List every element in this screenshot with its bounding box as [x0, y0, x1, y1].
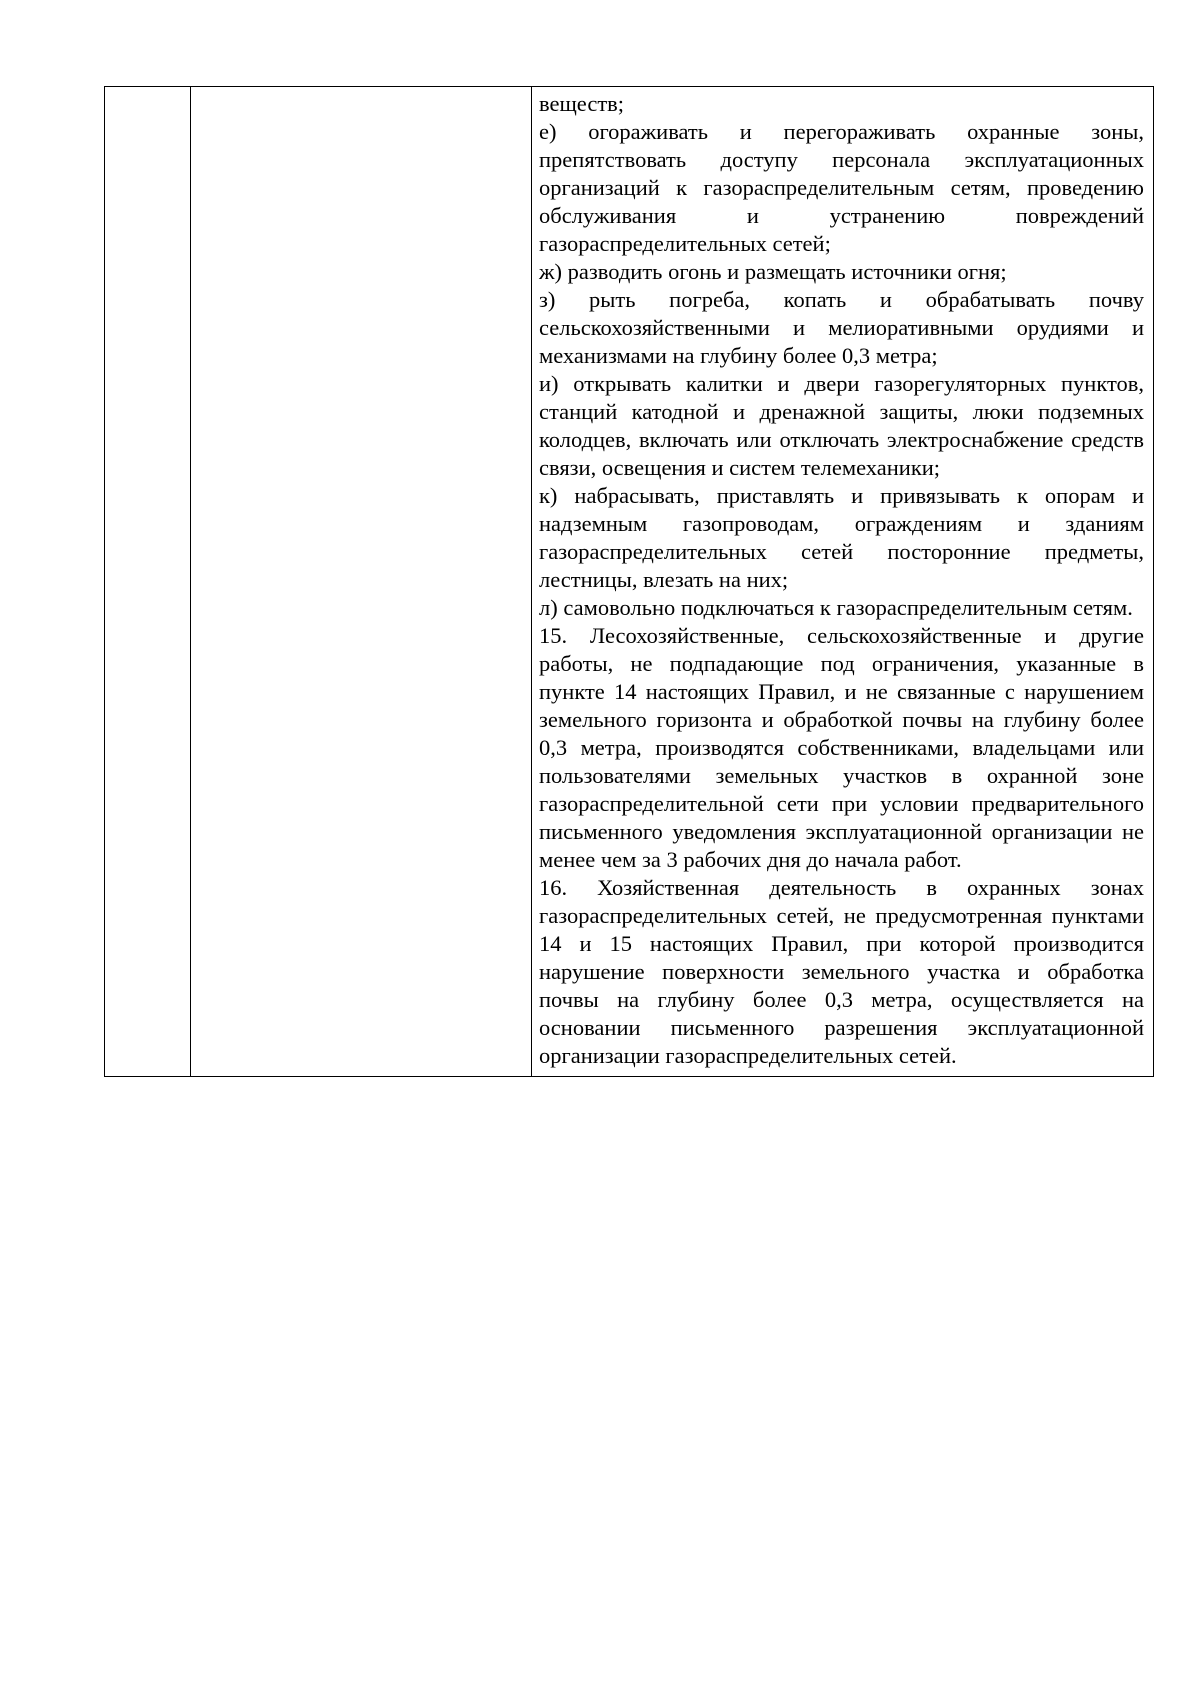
paragraph: 15. Лесохозяйственные, сельскохозяйственные и другие работы, не подпадающие под ограничения, указанные в пункте 14 настоящих Правил, и не связанные с нарушением земельного горизонта и обработкой почвы на глубину более 0,3 метра, производятся собственниками, владельцами или пользователями земельных участков в охранной зоне газораспределительной сети при условии предварительного письменного уведомления эксплуатационной организации не менее чем за 3 рабочих дня до начала работ. — [539, 623, 1144, 872]
paragraph: и) открывать калитки и двери газорегуляторных пунктов, станций катодной и дренажной защиты, люки подземных колодцев, включать или отключать электроснабжение средств связи, освещения и систем телемеханики; — [539, 371, 1144, 480]
table-row — [105, 87, 1154, 1077]
paragraph: л) самовольно подключаться к газораспределительным сетям. — [539, 595, 1133, 620]
paragraph: е) огораживать и перегораживать охранные зоны, препятствовать доступу персонала эксплуатационных организаций к газораспределительным сетям, проведению обслуживания и устранению повреждений газораспределительных сетей; — [539, 119, 1144, 256]
table-cell-title — [191, 87, 532, 1077]
paragraph: к) набрасывать, приставлять и привязывать к опорам и надземным газопроводам, ограждениям и зданиям газораспределительных сетей посторонние предметы, лестницы, влезать на них; — [539, 483, 1144, 592]
paragraph: з) рыть погреба, копать и обрабатывать почву сельскохозяйственными и мелиоративными орудиями и механизмами на глубину более 0,3 метра; — [539, 287, 1144, 368]
table-cell-text — [532, 87, 1154, 1077]
paragraph: 16. Хозяйственная деятельность в охранных зонах газораспределительных сетей, не предусмотренная пунктами 14 и 15 настоящих Правил, при которой производится нарушение поверхности земельного участка и обработка почвы на глубину более 0,3 метра, осуществляется на основании письменного разрешения эксплуатационной организации газораспределительных сетей. — [539, 875, 1144, 1068]
paragraph: ж) разводить огонь и размещать источники огня; — [539, 259, 1007, 284]
table-cell-number — [105, 87, 191, 1077]
regulations-table — [104, 86, 1154, 1077]
paragraph: веществ; — [539, 91, 625, 116]
